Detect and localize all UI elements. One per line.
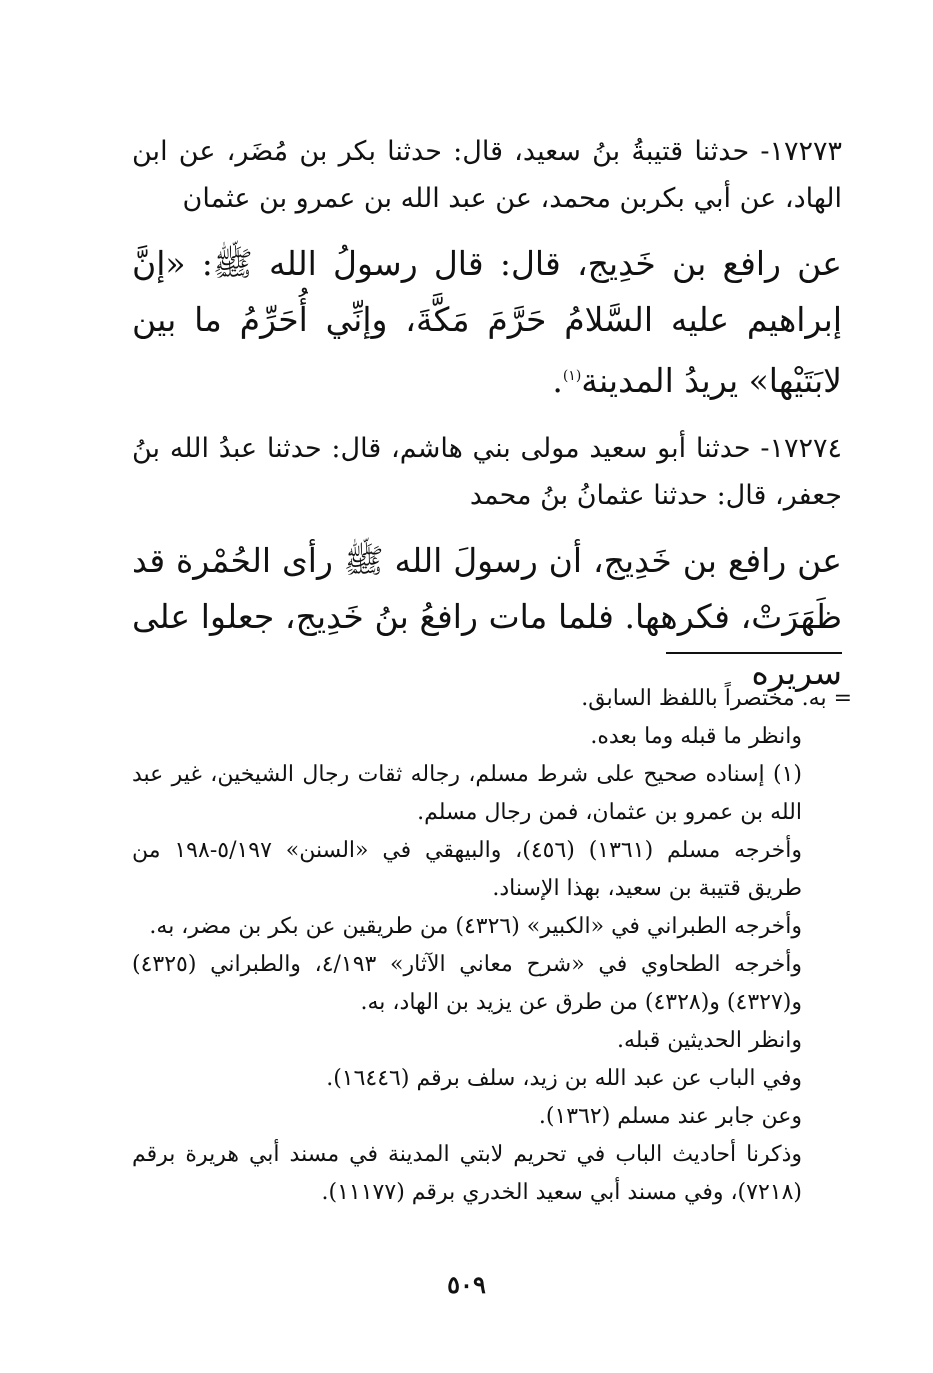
footnote-line: وانظر ما قبله وما بعده. <box>590 724 802 749</box>
footnotes <box>132 680 852 1212</box>
footnote-line: وأخرجه مسلم (١٣٦١) (٤٥٦)، والبيهقي في «السنن» ٥/١٩٧-١٩٨ من طريق قتيبة بن سعيد، بهذا الإسناد. <box>132 838 802 901</box>
footnote-line: وعن جابر عند مسلم (١٣٦٢). <box>538 1104 802 1129</box>
footnote-separator <box>666 652 842 654</box>
page-number: ٥٠٩ <box>447 1270 486 1299</box>
main-text <box>132 128 842 701</box>
footnote-line: وفي الباب عن عبد الله بن زيد، سلف برقم (١٦٤٤٦). <box>326 1066 802 1091</box>
footnote-line: وأخرجه الطبراني في «الكبير» (٤٣٢٦) من طريقين عن بكر بن مضر، به. <box>149 914 802 939</box>
hadith-17274-matn: عن رافع بن خَدِيج، أن رسولَ الله ﷺ رأى الحُمْرة قد ظَهَرَتْ، فكرهها. فلما مات رافعُ بنُ خَدِيج، جعلوا على سريره <box>132 541 842 692</box>
hadith-17273-chain: ١٧٢٧٣- حدثنا قتيبةُ بنُ سعيد، قال: حدثنا بكر بن مُضَر، عن ابن الهاد، عن أبي بكربن محمد، عن عبد الله بن عمرو بن عثمان <box>132 136 842 214</box>
footnote-line: وانظر الحديثين قبله. <box>617 1028 802 1053</box>
hadith-17274-chain: ١٧٢٧٤- حدثنا أبو سعيد مولى بني هاشم، قال: حدثنا عبدُ الله بنُ جعفر، قال: حدثنا عثمانُ بنُ محمد <box>132 433 842 511</box>
hadith-17273-matn-end: . <box>552 361 563 400</box>
footnote-line: = به. مختصراً باللفظ السابق. <box>581 686 852 711</box>
footnote-line: (١) إسناده صحيح على شرط مسلم، رجاله ثقات رجال الشيخين، غير عبد الله بن عمرو بن عثمان، فمن رجال مسلم. <box>132 762 802 825</box>
hadith-17273-matn <box>132 236 842 409</box>
hadith-17273-matn-text: عن رافع بن خَدِيج، قال: قال رسولُ الله ﷺ: «إنَّ إبراهيم عليه السَّلامُ حَرَّمَ مَكَّةَ، وإنِّي أُحَرِّمُ ما بين لابَتَيْها» يريدُ المدينة <box>132 244 842 400</box>
footnote-line: وذكرنا أحاديث الباب في تحريم لابتي المدينة في مسند أبي هريرة برقم (٧٢١٨)، وفي مسند أبي سعيد الخدري برقم (١١١٧٧). <box>132 1142 802 1205</box>
footnote-line: وأخرجه الطحاوي في «شرح معاني الآثار» ٤/١٩٣، والطبراني (٤٣٢٥) و(٤٣٢٧) و(٤٣٢٨) من طرق عن يزيد بن الهاد، به. <box>132 952 802 1015</box>
footnote-marker: (١) <box>562 368 582 384</box>
